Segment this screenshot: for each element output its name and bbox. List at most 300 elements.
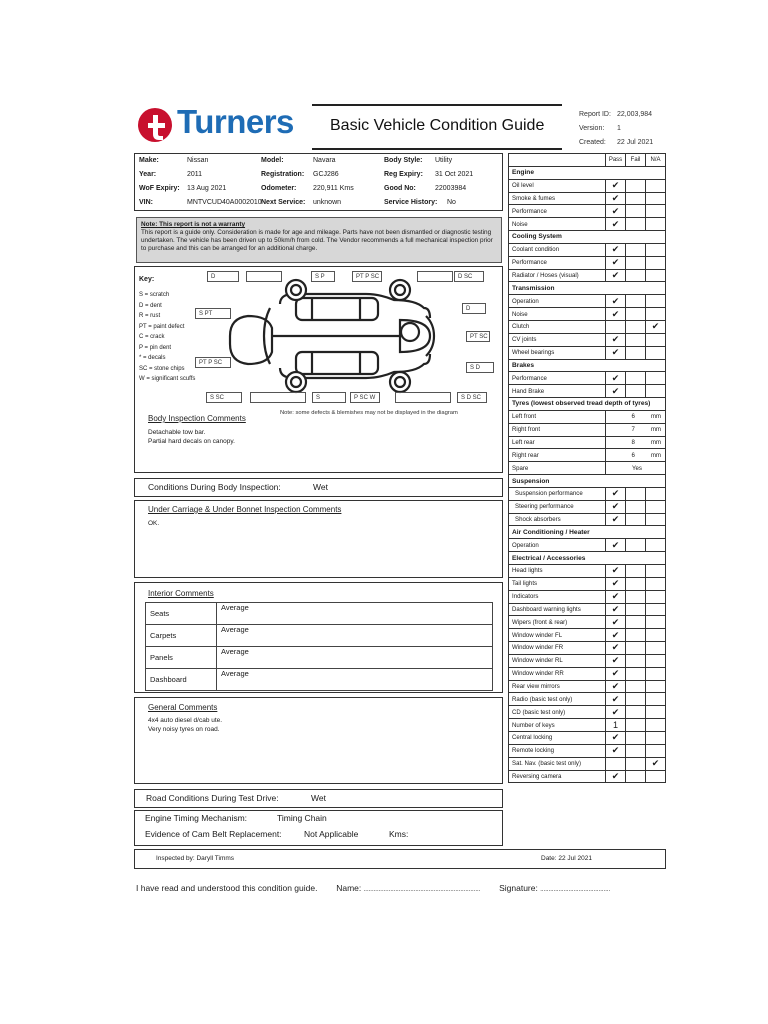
name-line: ......................................................................	[363, 887, 481, 893]
checklist-item-label: Window winder RL	[509, 654, 606, 667]
check-icon: ✔	[606, 706, 626, 719]
vin-label: VIN:	[139, 199, 153, 206]
body-comment-line: Partial hard decals on canopy.	[148, 438, 235, 445]
checklist-item-label: Indicators	[509, 590, 606, 603]
fail-cell	[626, 731, 646, 744]
checklist-row	[509, 629, 666, 642]
report-version: Version: 1	[579, 125, 621, 132]
fail-cell	[626, 308, 646, 321]
checklist-item-label: Hand Brake	[509, 385, 606, 398]
checklist-row	[509, 398, 666, 411]
fail-cell	[626, 346, 646, 359]
fail-cell	[626, 616, 646, 629]
odometer-value: 220,911 Kms	[313, 185, 354, 192]
checklist-row	[509, 706, 666, 719]
fail-cell	[626, 680, 646, 693]
checklist-item-label: Rear view mirrors	[509, 680, 606, 693]
reg-expiry-label: Reg Expiry:	[384, 171, 423, 178]
checklist-item-label: Remote locking	[509, 744, 606, 757]
checklist-row	[509, 642, 666, 655]
damage-tag: S	[312, 392, 346, 403]
footer-declaration	[136, 883, 610, 893]
name-label: Name:	[336, 883, 362, 893]
checklist-section-heading: Air Conditioning / Heater	[509, 526, 666, 539]
damage-tag: S D	[466, 362, 494, 373]
check-icon: ✔	[606, 770, 626, 783]
na-cell	[646, 346, 666, 359]
checklist-item-label: Operation	[509, 539, 606, 552]
road-conditions-value: Wet	[311, 793, 326, 803]
fail-cell	[626, 539, 646, 552]
fail-cell	[626, 654, 646, 667]
tyre-depth-value: 6	[631, 451, 635, 459]
check-icon: ✔	[606, 513, 626, 526]
checklist-row	[509, 500, 666, 513]
check-icon: ✔	[606, 731, 626, 744]
checklist-item-label: Noise	[509, 308, 606, 321]
na-cell	[646, 539, 666, 552]
checklist-row	[509, 487, 666, 500]
damage-tag: S P	[311, 271, 335, 282]
report-id: Report ID: 22,003,984	[579, 111, 653, 118]
fail-cell	[626, 333, 646, 346]
check-icon: ✔	[606, 243, 626, 256]
checklist-row	[509, 654, 666, 667]
checklist-row	[509, 539, 666, 552]
tyre-label: Left rear	[509, 436, 606, 449]
na-cell	[646, 565, 666, 578]
fail-cell	[626, 243, 646, 256]
checklist-row	[509, 616, 666, 629]
na-cell	[646, 500, 666, 513]
fail-cell	[626, 565, 646, 578]
year-value: 2011	[187, 171, 203, 178]
damage-tag	[417, 271, 453, 282]
checklist-row	[509, 526, 666, 539]
checklist-item-label: Reversing camera	[509, 770, 606, 783]
checklist-item-label: Head lights	[509, 565, 606, 578]
fail-cell	[626, 719, 646, 732]
na-cell	[646, 205, 666, 218]
na-cell	[646, 706, 666, 719]
check-icon: ✔	[606, 693, 626, 706]
check-icon: ✔	[606, 333, 626, 346]
checklist-row	[509, 603, 666, 616]
inspected-date: Date: 22 Jul 2021	[541, 855, 592, 862]
interior-item-value: Average	[217, 647, 493, 669]
check-icon: ✔	[606, 256, 626, 269]
fail-cell	[626, 757, 646, 770]
tyre-label: Right rear	[509, 449, 606, 462]
na-cell	[646, 654, 666, 667]
make-label: Make:	[139, 157, 159, 164]
checklist-row	[509, 693, 666, 706]
inspector-name: Daryll Timms	[196, 855, 235, 862]
checklist-item-label: Dashboard warning lights	[509, 603, 606, 616]
checklist-item-label: CV joints	[509, 333, 606, 346]
registration-label: Registration:	[261, 171, 305, 178]
damage-tag: D	[207, 271, 239, 282]
good-no-label: Good No:	[384, 185, 416, 192]
checklist-item-label: Noise	[509, 218, 606, 231]
condition-checklist	[508, 153, 666, 783]
undercarriage-text: OK.	[148, 520, 160, 527]
warranty-heading: Note: This report is not a warranty	[141, 221, 246, 228]
tyre-depth	[606, 436, 666, 449]
general-comments-title: General Comments	[148, 703, 218, 712]
tyre-depth-unit: mm	[650, 438, 661, 446]
key-item: * = decals	[139, 355, 166, 361]
checklist-item-label: Tail lights	[509, 577, 606, 590]
checklist-row	[509, 308, 666, 321]
inspection-date: 22 Jul 2021	[558, 855, 592, 862]
fail-cell	[626, 269, 646, 282]
damage-tag: S SC	[206, 392, 242, 403]
na-cell	[646, 629, 666, 642]
fail-cell	[626, 629, 646, 642]
spare-value: Yes	[606, 462, 666, 475]
checklist-header-row	[509, 154, 666, 167]
na-cell	[646, 616, 666, 629]
damage-tag: D	[462, 303, 486, 314]
checklist-section-heading: Suspension	[509, 475, 666, 488]
tyre-depth	[606, 410, 666, 423]
check-icon: ✔	[606, 603, 626, 616]
checklist-item-label: Radiator / Hoses (visual)	[509, 269, 606, 282]
checklist-row	[509, 552, 666, 565]
checklist-section-heading: Electrical / Accessories	[509, 552, 666, 565]
checklist-row	[509, 757, 666, 770]
table-row	[146, 603, 493, 625]
damage-tag	[246, 271, 282, 282]
column-header: Fail	[626, 154, 646, 167]
inspected-by: Inspected by: Daryll Timms	[156, 855, 235, 862]
key-item: PT = paint defect	[139, 323, 185, 330]
checklist-row	[509, 372, 666, 385]
checklist-item-label: Window winder FR	[509, 642, 606, 655]
interior-item-value: Average	[217, 625, 493, 647]
checklist-row	[509, 719, 666, 732]
interior-item-name: Carpets	[146, 625, 217, 647]
checklist-section-heading: Brakes	[509, 359, 666, 372]
checklist-item-label: Suspension performance	[509, 487, 606, 500]
good-no-value: 22003984	[435, 185, 467, 192]
tyre-depth-value: 6	[631, 413, 635, 421]
body-comments-title: Body Inspection Comments	[148, 414, 246, 423]
warranty-text: This report is a guide only. Consideration is made for age and mileage. Parts have not been dismantled or diagnostic testing undertaken. The vehicle has been driven up to 50km/h from cold. The Vendor recommends a full mechanical inspection prior to purchase and this can be arranged for an additional charge.	[141, 229, 493, 252]
key-item: SC = stone chips	[139, 365, 185, 372]
report-created: Created: 22 Jul 2021	[579, 139, 654, 146]
checklist-row	[509, 166, 666, 179]
tyre-depth-unit: mm	[650, 413, 661, 421]
fail-cell	[626, 385, 646, 398]
checklist-row	[509, 731, 666, 744]
fail-cell	[626, 693, 646, 706]
fail-cell	[626, 667, 646, 680]
checklist-item-label: Operation	[509, 295, 606, 308]
damage-tag: S PT	[195, 308, 231, 319]
checklist-row	[509, 256, 666, 269]
spare-label: Spare	[509, 462, 606, 475]
checklist-row	[509, 565, 666, 578]
check-icon: ✔	[606, 308, 626, 321]
check-icon: ✔	[606, 205, 626, 218]
fail-cell	[626, 487, 646, 500]
wof-value: 13 Aug 2021	[187, 185, 227, 192]
na-cell	[646, 590, 666, 603]
checklist-item-label: Shock absorbers	[509, 513, 606, 526]
warranty-notice	[136, 217, 502, 263]
vehicle-diagram	[200, 276, 485, 396]
na-cell	[646, 719, 666, 732]
next-service-label: Next Service:	[261, 199, 306, 206]
check-icon: ✔	[606, 346, 626, 359]
general-comment-line: Very noisy tyres on road.	[148, 726, 220, 733]
check-icon: ✔	[606, 487, 626, 500]
check-icon: ✔	[606, 616, 626, 629]
page-title: Basic Vehicle Condition Guide	[330, 117, 545, 134]
checklist-section-heading: Tyres (lowest observed tread depth of tyres)	[509, 398, 666, 411]
checklist-item-label: Coolant condition	[509, 243, 606, 256]
fail-cell	[626, 513, 646, 526]
fail-cell	[626, 372, 646, 385]
na-cell	[646, 192, 666, 205]
checklist-item-label: Steering performance	[509, 500, 606, 513]
checklist-item-label: Window winder RR	[509, 667, 606, 680]
checklist-item-label: Radio (basic test only)	[509, 693, 606, 706]
na-cell	[646, 770, 666, 783]
timing-label: Engine Timing Mechanism:	[145, 813, 248, 823]
check-icon: ✔	[606, 192, 626, 205]
checklist-row	[509, 410, 666, 423]
vin-value: MNTVCUD40A0002010	[187, 199, 262, 206]
checklist-row	[509, 179, 666, 192]
key-item: W = significant scuffs	[139, 376, 196, 382]
checklist-section-heading: Engine	[509, 166, 666, 179]
na-cell	[646, 243, 666, 256]
na-cell	[646, 218, 666, 231]
odometer-label: Odometer:	[261, 185, 297, 192]
cambelt-kms-label: Kms:	[389, 829, 409, 839]
na-cell	[646, 603, 666, 616]
checklist-row	[509, 744, 666, 757]
checklist-row	[509, 333, 666, 346]
key-item: C = crack	[139, 334, 165, 340]
key-item: R = rust	[139, 313, 161, 319]
checklist-item-label: Clutch	[509, 320, 606, 333]
interior-item-name: Seats	[146, 603, 217, 625]
next-service-value: unknown	[313, 199, 342, 206]
checklist-row	[509, 320, 666, 333]
fail-cell	[626, 500, 646, 513]
conditions-label: Conditions During Body Inspection:	[148, 482, 281, 492]
checklist-item-label: Central locking	[509, 731, 606, 744]
na-cell	[646, 667, 666, 680]
damage-tag: PT P SC	[195, 357, 231, 368]
tyre-label: Left front	[509, 410, 606, 423]
tyre-label: Right front	[509, 423, 606, 436]
declaration-text: I have read and understood this condition guide.	[136, 883, 318, 893]
registration-value: GCJ286	[313, 171, 339, 178]
tyre-depth-value: 7	[631, 426, 635, 434]
na-cell	[646, 333, 666, 346]
body-comments-text	[148, 428, 235, 446]
interior-title: Interior Comments	[148, 589, 214, 598]
cambelt-value: Not Applicable	[304, 829, 359, 839]
body-comment-line: Detachable tow bar.	[148, 429, 206, 436]
check-icon: ✔	[606, 744, 626, 757]
checklist-item-label: Performance	[509, 372, 606, 385]
model-value: Navara	[313, 157, 336, 164]
brand-name: Turners	[177, 103, 294, 140]
check-icon: ✔	[606, 629, 626, 642]
na-cell	[646, 385, 666, 398]
checklist-row	[509, 243, 666, 256]
check-icon: ✔	[606, 385, 626, 398]
damage-tag	[395, 392, 451, 403]
checklist-row	[509, 449, 666, 462]
check-icon: ✔	[646, 757, 666, 770]
na-cell	[646, 513, 666, 526]
body-style-value: Utility	[435, 157, 453, 164]
body-style-label: Body Style:	[384, 157, 423, 164]
checklist-item-label: Wheel bearings	[509, 346, 606, 359]
reg-expiry-value: 31 Oct 2021	[435, 171, 474, 178]
make-value: Nissan	[187, 157, 209, 164]
na-cell	[646, 487, 666, 500]
model-label: Model:	[261, 157, 284, 164]
fail-cell	[626, 770, 646, 783]
checklist-row	[509, 269, 666, 282]
key-title: Key:	[139, 276, 155, 283]
checklist-row	[509, 218, 666, 231]
check-icon: ✔	[606, 269, 626, 282]
year-label: Year:	[139, 171, 157, 178]
checklist-row	[509, 423, 666, 436]
damage-tag: P SC W	[350, 392, 380, 403]
checklist-row	[509, 513, 666, 526]
tyre-depth-unit: mm	[650, 451, 661, 459]
check-icon: ✔	[606, 565, 626, 578]
service-history-value: No	[447, 199, 456, 206]
checklist-item-label: Oil level	[509, 179, 606, 192]
check-icon: ✔	[606, 295, 626, 308]
interior-item-name: Panels	[146, 647, 217, 669]
road-conditions-label: Road Conditions During Test Drive:	[146, 793, 279, 803]
tyre-depth-unit: mm	[650, 426, 661, 434]
checklist-row	[509, 590, 666, 603]
checklist-row	[509, 205, 666, 218]
check-icon: ✔	[606, 667, 626, 680]
checklist-row	[509, 359, 666, 372]
checklist-item-label: CD (basic test only)	[509, 706, 606, 719]
checklist-section-heading: Cooling System	[509, 231, 666, 244]
checklist-row	[509, 770, 666, 783]
checklist-item-label: Performance	[509, 205, 606, 218]
tyre-depth	[606, 449, 666, 462]
checklist-row	[509, 462, 666, 475]
general-comments-text	[148, 716, 222, 734]
table-row	[146, 647, 493, 669]
checklist-row	[509, 667, 666, 680]
signature-line: ..........................................	[540, 887, 611, 893]
interior-item-value: Average	[217, 603, 493, 625]
checklist-item-label: Window winder FL	[509, 629, 606, 642]
check-icon: ✔	[606, 218, 626, 231]
fail-cell	[626, 744, 646, 757]
diagram-note: Note: some defects & blemishes may not be displayed in the diagram	[280, 410, 458, 416]
pass-cell	[606, 320, 626, 333]
checklist-item-label: Wipers (front & rear)	[509, 616, 606, 629]
na-cell	[646, 179, 666, 192]
interior-item-value: Average	[217, 669, 493, 691]
column-header: N/A	[646, 154, 666, 167]
conditions-value: Wet	[313, 482, 328, 492]
damage-tag: D SC	[454, 271, 484, 282]
na-cell	[646, 269, 666, 282]
checklist-corner	[509, 154, 606, 167]
checklist-item-label: Sat. Nav. (basic test only)	[509, 757, 606, 770]
checklist-row	[509, 282, 666, 295]
turners-logo-icon	[138, 108, 172, 142]
key-item: D = dent	[139, 302, 162, 309]
cambelt-label: Evidence of Cam Belt Replacement:	[145, 829, 282, 839]
service-history-label: Service History:	[384, 199, 438, 206]
key-item: P = pin dent	[139, 344, 172, 351]
damage-tag: PT SC	[466, 331, 490, 342]
checklist-row	[509, 577, 666, 590]
na-cell	[646, 731, 666, 744]
fail-cell	[626, 295, 646, 308]
checklist-section-heading: Transmission	[509, 282, 666, 295]
checklist-item-label: Smoke & fumes	[509, 192, 606, 205]
key-list	[139, 290, 195, 385]
damage-tag	[250, 392, 306, 403]
checklist-row	[509, 475, 666, 488]
fail-cell	[626, 256, 646, 269]
check-icon: ✔	[606, 642, 626, 655]
general-comment-line: 4x4 auto diesel d/cab ute.	[148, 717, 223, 724]
fail-cell	[626, 320, 646, 333]
interior-item-name: Dashboard	[146, 669, 217, 691]
fail-cell	[626, 192, 646, 205]
na-cell	[646, 308, 666, 321]
pass-cell	[606, 757, 626, 770]
checklist-row	[509, 295, 666, 308]
na-cell	[646, 642, 666, 655]
check-icon: ✔	[606, 372, 626, 385]
wof-label: WoF Expiry:	[139, 185, 180, 192]
check-icon: ✔	[646, 320, 666, 333]
check-icon: ✔	[606, 179, 626, 192]
fail-cell	[626, 642, 646, 655]
checklist-row	[509, 192, 666, 205]
key-item: S = scratch	[139, 292, 170, 298]
interior-table	[145, 602, 493, 691]
tyre-depth-value: 8	[631, 438, 635, 446]
signature-label: Signature:	[499, 883, 538, 893]
na-cell	[646, 680, 666, 693]
table-row	[146, 669, 493, 691]
check-icon: ✔	[606, 680, 626, 693]
checklist-row	[509, 385, 666, 398]
na-cell	[646, 577, 666, 590]
column-header: Pass	[606, 154, 626, 167]
checklist-item-label: Performance	[509, 256, 606, 269]
checklist-row	[509, 231, 666, 244]
check-icon: ✔	[606, 590, 626, 603]
checklist-row	[509, 680, 666, 693]
